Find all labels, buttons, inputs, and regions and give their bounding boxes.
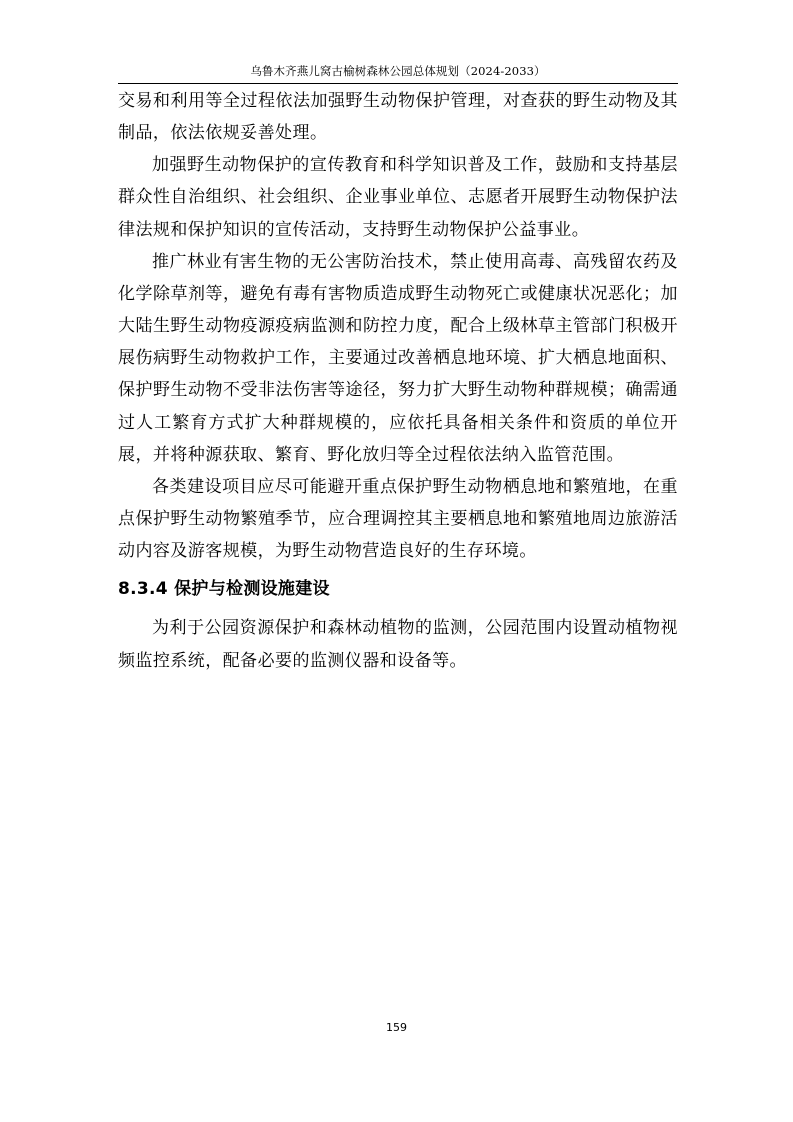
paragraph-publicity: 加强野生动物保护的宣传教育和科学知识普及工作，鼓励和支持基层群众性自治组织、社会组织、企业事业单位、志愿者开展野生动物保护法律法规和保护知识的宣传活动，支持野生动物保护公益事业。 xyxy=(118,155,678,240)
paragraph-monitoring: 为利于公园资源保护和森林动植物的监测，公园范围内设置动植物视频监控系统，配备必要的监测仪器和设备等。 xyxy=(118,618,678,671)
paragraph-pest-control: 推广林业有害生物的无公害防治技术，禁止使用高毒、高残留农药及化学除草剂等，避免有毒有害物质造成野生动物死亡或健康状况恶化；加大陆生野生动物疫源疫病监测和防控力度，配合上级林草主管部门积极开展伤病野生动物救护工作，主要通过改善栖息地环境、扩大栖息地面积、保护野生动物不受非法伤害等途径，努力扩大野生动物种群规模；确需通过人工繁育方式扩大种群规模的，应依托具备相关条件和资质的单位开展，并将种源获取、繁育、野化放归等全过程依法纳入监管范围。 xyxy=(118,251,678,465)
header-rule xyxy=(118,83,678,84)
document-body xyxy=(118,85,678,677)
paragraph-continued: 交易和利用等全过程依法加强野生动物保护管理，对查获的野生动物及其制品，依法依规妥善处理。 xyxy=(118,91,678,144)
paragraph-construction: 各类建设项目应尽可能避开重点保护野生动物栖息地和繁殖地，在重点保护野生动物繁殖季节，应合理调控其主要栖息地和繁殖地周边旅游活动内容及游客规模，为野生动物营造良好的生存环境。 xyxy=(118,476,678,562)
section-heading: 8.3.4 保护与检测设施建设 xyxy=(118,579,330,600)
running-header: 乌鲁木齐燕儿窝古榆树森林公园总体规划（2024-2033） xyxy=(250,64,546,78)
page-number: 159 xyxy=(386,1021,407,1034)
